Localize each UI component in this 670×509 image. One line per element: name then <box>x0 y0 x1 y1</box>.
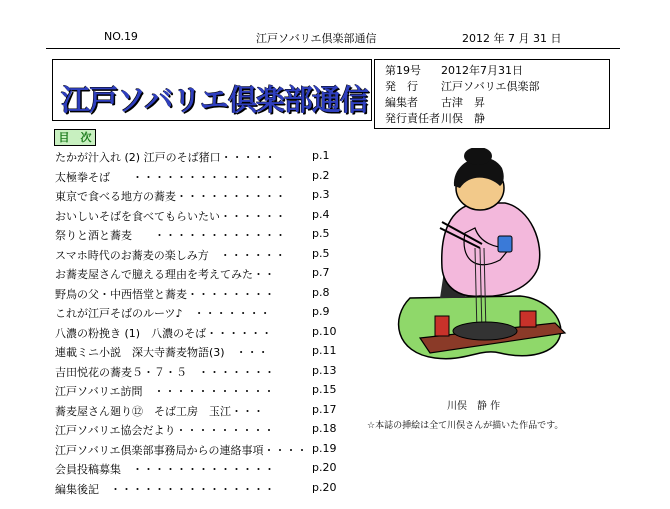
toc-label: 目 次 <box>54 129 96 146</box>
toc-item: 編集後記 ・・・・・・・・・・・・・・・ p.20 <box>55 480 337 496</box>
toc-item: たかが汁入れ (2) 江戸のそば猪口・・・・・ p.1 <box>55 149 330 164</box>
toc-item: お蕎麦屋さんで臆える理由を考えてみた・・ p.7 <box>55 266 330 281</box>
toc-item: 八濃の粉挽き (1) 八濃のそば・・・・・・ p.10 <box>55 324 337 340</box>
toc-item: 東京で食べる地方の蕎麦・・・・・・・・・・ p.3 <box>55 188 330 203</box>
toc-item: 祭りと酒と蕎麦 ・・・・・・・・・・・・ p.5 <box>55 227 330 242</box>
toc-item: 吉田悦花の蕎麦５・７・５ ・・・・・・・ p.13 <box>55 363 337 379</box>
toc-item: 連載ミニ小説 深大寺蕎麦物語(3) ・・・ p.11 <box>55 344 337 359</box>
info-row-publisher: 発 行 江戸ソバリエ倶楽部 <box>385 80 540 93</box>
toc-item: これが江戸そばのルーツ♪ ・・・・・・・ p.9 <box>55 305 330 320</box>
toc-item: 江戸ソバリエ訪問 ・・・・・・・・・・・ p.15 <box>55 383 337 398</box>
issue-date: 2012 年 7 月 31 日 <box>462 32 562 45</box>
issue-number: NO.19 <box>104 30 138 43</box>
masthead-title: 江戸ソバリエ倶楽部通信 <box>61 83 368 117</box>
newsletter-name: 江戸ソバリエ倶楽部通信 <box>256 32 377 45</box>
table-of-contents <box>55 148 345 499</box>
info-row-issue: 第19号 2012年7月31日 <box>385 64 523 77</box>
info-row-responsible: 発行責任者川俣 静 <box>385 112 485 125</box>
header-rule <box>46 48 620 49</box>
toc-item: 蕎麦屋さん廻り⑫ そば工房 玉江・・・ p.17 <box>55 402 337 418</box>
masthead <box>52 59 372 121</box>
illustration-caption: 川俣 静 作 <box>447 401 501 412</box>
toc-item: スマホ時代のお蕎麦の楽しみ方 ・・・・・・ p.5 <box>55 246 330 262</box>
toc-item: 太極拳そば ・・・・・・・・・・・・・・ p.2 <box>55 168 330 184</box>
info-row-editor: 編集者 古津 昇 <box>385 96 485 109</box>
toc-item: 江戸ソバリエ協会だより・・・・・・・・・ p.18 <box>55 422 337 437</box>
illustration-note: ☆本誌の挿絵は全て川俣さんが描いた作品です。 <box>367 421 564 431</box>
publication-info <box>374 59 610 129</box>
illustration-woman-eating-soba <box>380 148 595 393</box>
toc-item: 野鳥の父・中西悟堂と蕎麦・・・・・・・・ p.8 <box>55 285 330 301</box>
toc-item: おいしいそばを食べてもらいたい・・・・・・ p.4 <box>55 207 330 223</box>
toc-item: 会員投稿募集 ・・・・・・・・・・・・・ p.20 <box>55 461 337 476</box>
toc-item: 江戸ソバリエ倶楽部事務局からの連絡事項・・・・ p.19 <box>55 441 337 457</box>
